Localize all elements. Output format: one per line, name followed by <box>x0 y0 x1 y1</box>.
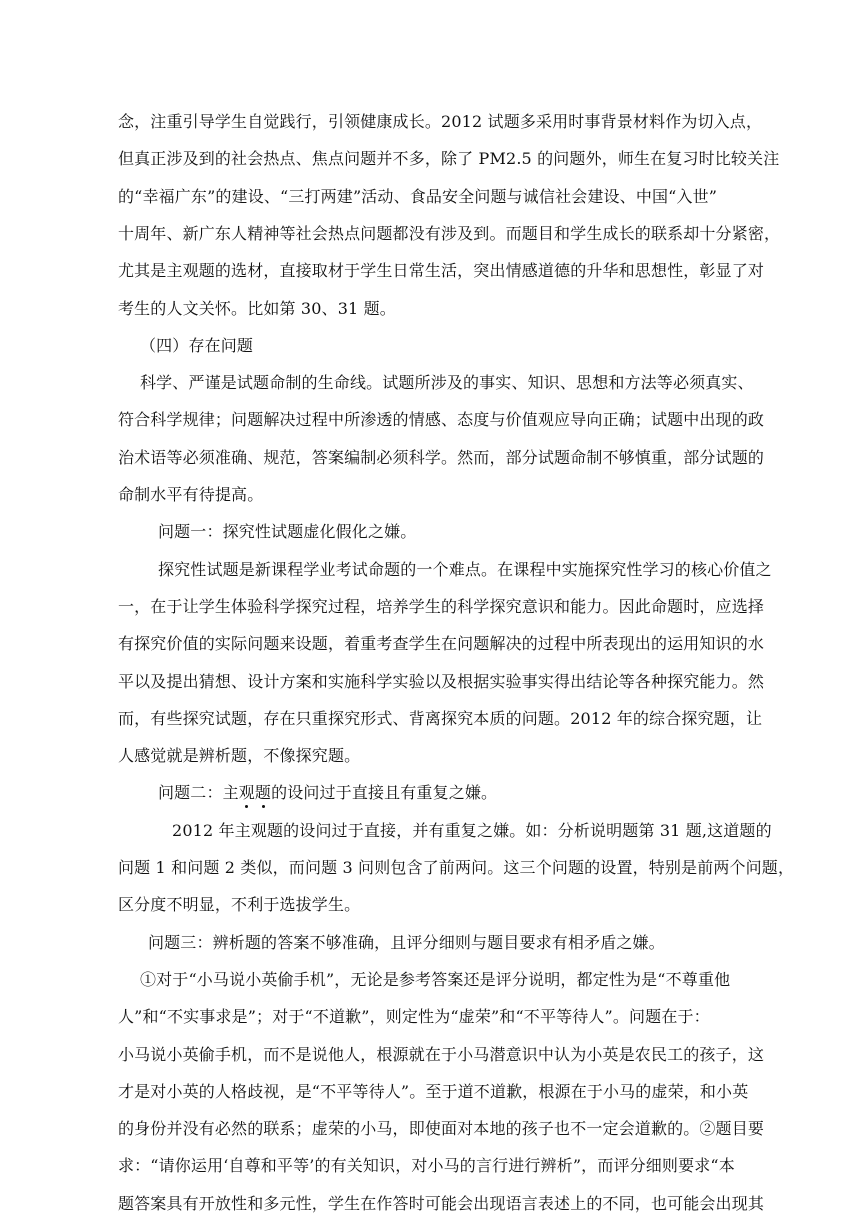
body-line: 的“幸福广东”的建设、“三打两建”活动、食品安全问题与诚信社会建设、中国“入世” <box>118 186 718 206</box>
body-line: 符合科学规律；问题解决过程中所渗透的情感、态度与价值观应导向正确；试题中出现的政 <box>118 410 765 430</box>
emphasis-char: 题 <box>254 783 272 803</box>
body-line: 区分度不明显，不利于选拔学生。 <box>118 895 361 915</box>
body-line: 问题 1 和问题 2 类似，而问题 3 问则包含了前两问。这三个问题的设置，特别是前两个问题， <box>118 858 795 877</box>
section-heading: （四）存在问题 <box>140 335 254 355</box>
body-line: 才是对小英的人格歧视，是“不平等待人”。至于道不道歉，根源在于小马的虚荣，和小英 <box>118 1081 749 1101</box>
body-line: 念，注重引导学生自觉践行，引领健康成长。2012 试题多采用时事背景材料作为切入点， <box>118 112 763 131</box>
body-line: 一，在于让学生体验科学探究过程，培养学生的科学探究意识和能力。因此命题时，应选择 <box>118 596 765 616</box>
body-line: ①对于“小马说小英偷手机”，无论是参考答案还是评分说明，都定性为是“不尊重他 <box>140 969 731 989</box>
issue-heading: 问题三：辨析题的答案不够准确，且评分细则与题目要求有相矛盾之嫌。 <box>148 932 665 952</box>
body-line: 尤其是主观题的选材，直接取材于学生日常生活，突出情感道德的升华和思想性，彰显了对 <box>118 261 765 281</box>
body-line: 但真正涉及到的社会热点、焦点问题并不多，除了 PM2.5 的问题外，师生在复习时比较关注 <box>118 149 780 169</box>
body-line: 治术语等必须准确、规范，答案编制必须科学。然而，部分试题命制不够慎重，部分试题的 <box>118 447 765 467</box>
body-line: 小马说小英偷手机，而不是说他人，根源就在于小马潜意识中认为小英是农民工的孩子，这 <box>118 1044 765 1064</box>
body-line: 命制水平有待提高。 <box>118 485 264 504</box>
body-line: 人感觉就是辨析题，不像探究题。 <box>118 746 361 766</box>
emphasis-char: 观 <box>238 783 255 803</box>
body-line: 的身份并没有必然的联系；虚荣的小马，即使面对本地的孩子也不一定会道歉的。②题目要 <box>118 1119 765 1139</box>
issue-heading: 问题一：探究性试题虚化假化之嫌。 <box>158 522 417 542</box>
body-line: 题答案具有开放性和多元性，学生在作答时可能会出现语言表述上的不同，也可能会出现其 <box>118 1193 765 1213</box>
body-line: 而，有些探究试题，存在只重探究形式、背离探究本质的问题。2012 年的综合探究题，让 <box>118 708 763 728</box>
body-line: 平以及提出猜想、设计方案和实施科学实验以及根据实验事实得出结论等各种探究能力。然 <box>118 671 765 691</box>
issue-heading <box>158 783 497 803</box>
issue-heading-part: 的设问过于直接且有重复之嫌。 <box>271 783 498 803</box>
body-line: 2012 年主观题的设问过于直接，并有重复之嫌。如：分析说明题第 31 题,这道题的 <box>172 820 772 840</box>
body-line: 十周年、新广东人精神等社会热点问题都没有涉及到。而题目和学生成长的联系却十分紧密， <box>118 223 781 243</box>
issue-heading-part: 问题二：主 <box>158 783 239 803</box>
body-line: 探究性试题是新课程学业考试命题的一个难点。在课程中实施探究性学习的核心价值之 <box>158 559 772 579</box>
body-line: 求：“请你运用‘自尊和平等’的有关知识，对小马的言行进行辨析”，而评分细则要求“本 <box>118 1156 735 1176</box>
body-line: 考生的人文关怀。比如第 30、31 题。 <box>118 298 396 318</box>
body-line: 有探究价值的实际问题来设题，着重考查学生在问题解决的过程中所表现出的运用知识的水 <box>118 634 765 654</box>
body-line: 人”和“不实事求是”；对于“不道歉”，则定性为“虚荣”和“不平等待人”。问题在于： <box>118 1007 710 1027</box>
body-line: 科学、严谨是试题命制的生命线。试题所涉及的事实、知识、思想和方法等必须真实、 <box>140 373 754 393</box>
